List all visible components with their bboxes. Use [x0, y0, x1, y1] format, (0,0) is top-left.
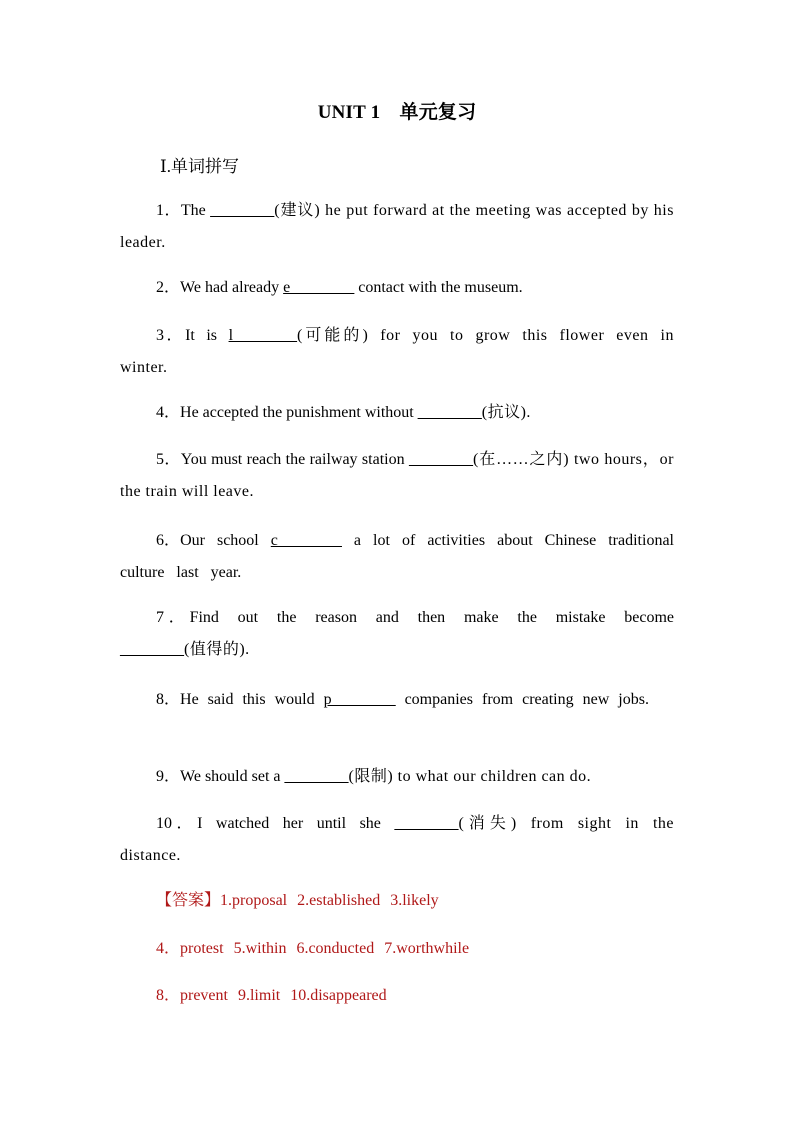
question-text-after: companies from creating new jobs.: [395, 691, 649, 708]
answer-blank: ________: [408, 451, 473, 468]
question-text-after: (消失) from sight in the distance.: [120, 815, 674, 864]
question-7: [120, 602, 674, 666]
answer-label: 【答案】: [156, 892, 221, 909]
answer-blank: ________: [417, 404, 482, 421]
answer-item: 10.disappeared: [290, 987, 387, 1004]
answer-item: 5.within: [233, 940, 287, 957]
question-6: [120, 525, 674, 589]
question-text-after: (抗议).: [481, 404, 531, 421]
answer-item: 1.proposal: [220, 892, 288, 909]
question-text-after: a lot of activities about Chinese traditional culture last year.: [120, 532, 674, 581]
answer-item: 7.worthwhile: [384, 940, 470, 957]
question-text-before: You must reach the railway station: [180, 451, 409, 468]
question-number: 8．: [156, 691, 181, 708]
page-title: UNIT 1 单元复习: [317, 102, 477, 123]
question-number: 9．: [156, 768, 181, 785]
answer-blank: e________: [283, 279, 355, 296]
question-2: [120, 272, 674, 304]
answer-line-1: [156, 885, 449, 917]
answer-line-3: [156, 980, 397, 1012]
answer-item: 8．prevent: [156, 987, 228, 1004]
question-text-before: It is: [185, 327, 229, 344]
question-text-before: He said this would: [180, 691, 324, 708]
question-number: 7．: [156, 609, 190, 626]
question-3: [120, 320, 674, 384]
question-text-after: (可能的) for you to grow this flower even in winter.: [120, 327, 674, 376]
question-number: 10．: [156, 815, 198, 832]
question-text-before: We should set a: [180, 768, 285, 785]
question-text-before: I watched her until she: [197, 815, 395, 832]
question-number: 3．: [156, 327, 186, 344]
question-text-before: We had already: [180, 279, 284, 296]
answer-blank: l________: [228, 327, 298, 344]
answer-item: 6.conducted: [296, 940, 375, 957]
question-9: [120, 761, 674, 793]
answer-blank: ________: [284, 768, 349, 785]
question-text-after: contact with the museum.: [354, 279, 523, 296]
question-number: 4．: [156, 404, 181, 421]
question-text-before: The: [180, 202, 211, 219]
answer-blank: ________: [394, 815, 459, 832]
question-text-before: Find out the reason and then make the mistake become: [189, 609, 674, 626]
question-text-after: (建议) he put forward at the meeting was accepted by his leader.: [120, 202, 674, 251]
section-heading: Ⅰ.单词拼写: [160, 157, 239, 176]
question-number: 2．: [156, 279, 181, 296]
question-5: [120, 444, 674, 508]
question-text-after: (值得的).: [184, 641, 250, 658]
answer-item: 3.likely: [390, 892, 439, 909]
question-text-before: He accepted the punishment without: [180, 404, 418, 421]
answer-item: 4．protest: [156, 940, 224, 957]
answer-blank: ________: [120, 641, 184, 658]
question-number: 6．: [156, 532, 181, 549]
answer-item: 2.established: [297, 892, 381, 909]
question-4: [120, 397, 674, 429]
question-number: 5．: [156, 451, 181, 468]
question-8: [120, 684, 674, 716]
question-text-after: (在……之内) two hours，or the train will leave.: [120, 451, 674, 500]
answer-blank: c________: [270, 532, 342, 549]
question-number: 1．: [156, 202, 181, 219]
question-1: [120, 195, 674, 259]
answer-blank: ________: [210, 202, 275, 219]
question-10: [120, 808, 674, 872]
answer-line-2: [156, 933, 479, 965]
answer-item: 9.limit: [237, 987, 281, 1004]
question-text-before: Our school: [180, 532, 271, 549]
answer-blank: p________: [323, 691, 396, 708]
question-text-after: (限制) to what our children can do.: [348, 768, 592, 785]
